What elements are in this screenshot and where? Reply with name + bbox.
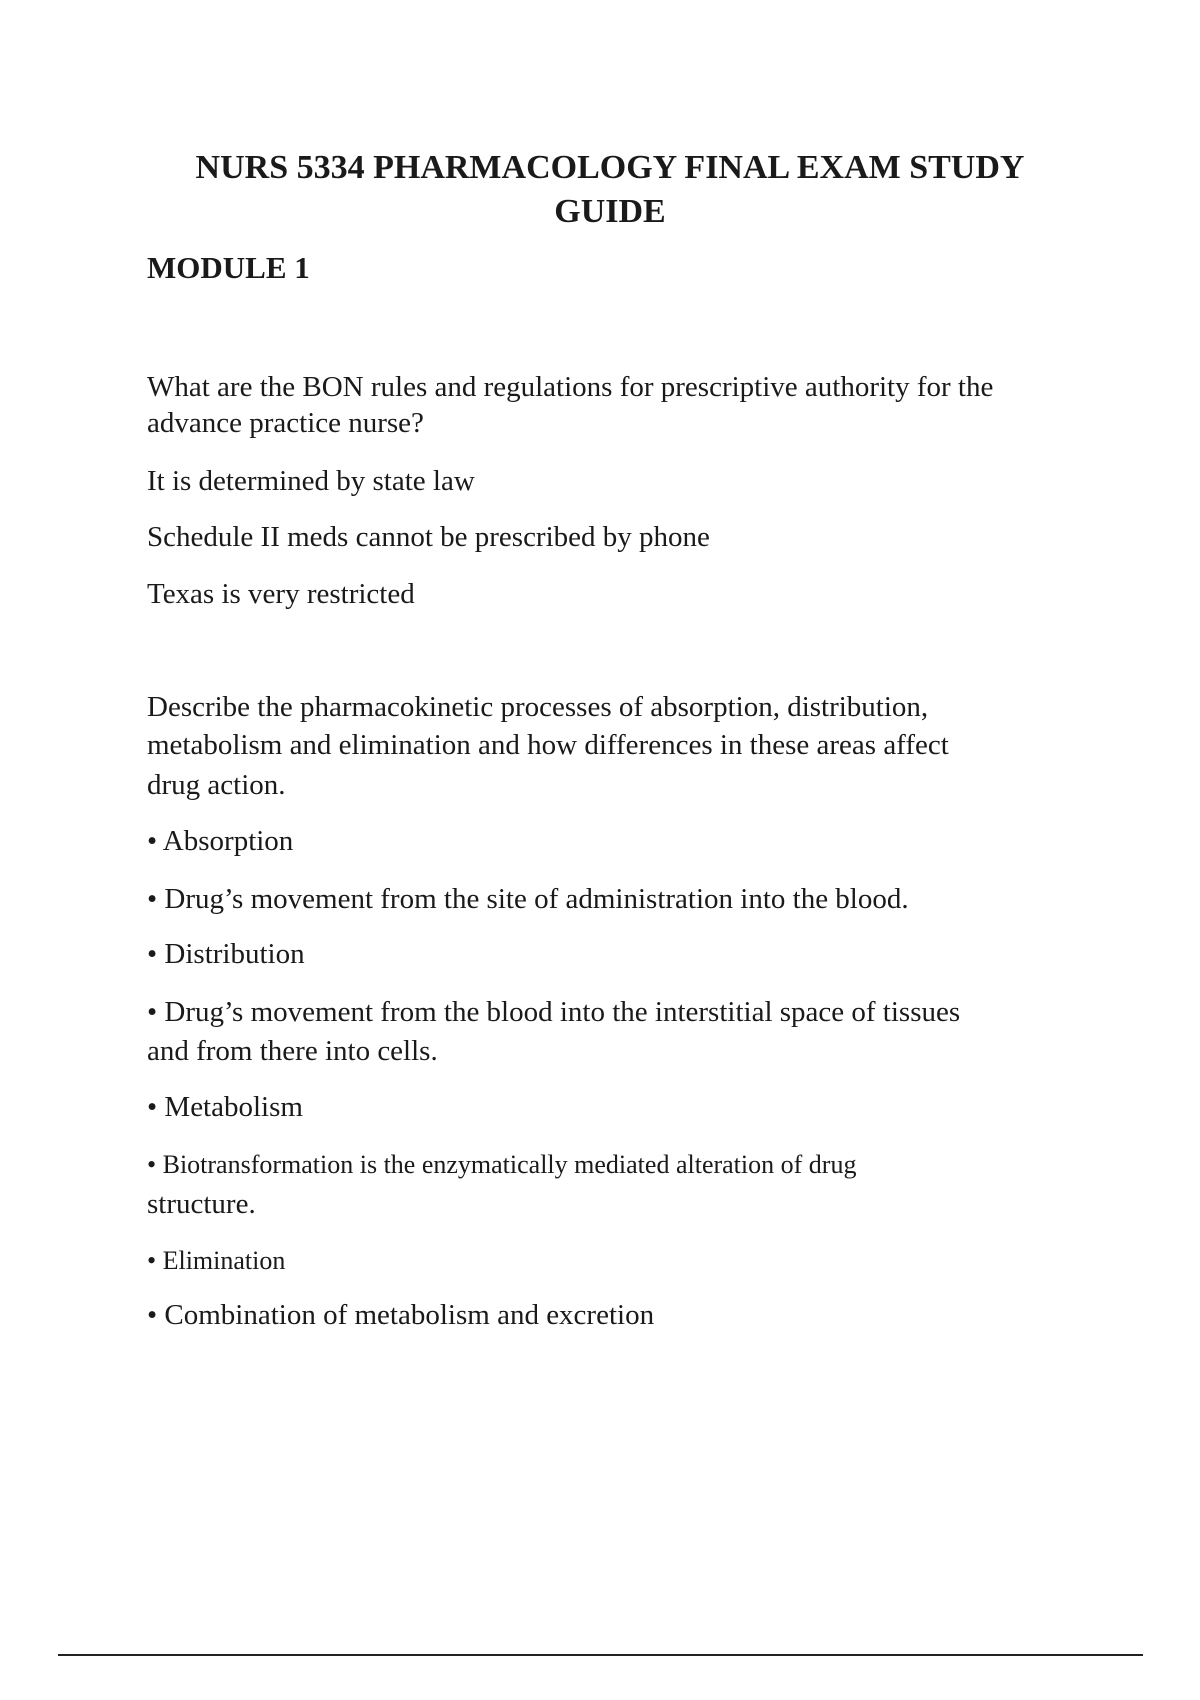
bullet-distribution-desc-1: • Drug’s movement from the blood into the interstitial space of tissues	[147, 996, 961, 1028]
bullet-metabolism: • Metabolism	[147, 1091, 303, 1123]
question-2-line-1: Describe the pharmacokinetic processes of absorption, distribution,	[147, 691, 929, 723]
bullet-distribution: • Distribution	[147, 938, 305, 970]
bullet-distribution-desc-2: and from there into cells.	[147, 1035, 438, 1067]
bullet-absorption-desc: • Drug’s movement from the site of administration into the blood.	[147, 883, 909, 915]
question-1-line-1: What are the BON rules and regulations for prescriptive authority for the	[147, 371, 994, 403]
title-line-1: NURS 5334 PHARMACOLOGY FINAL EXAM STUDY	[195, 149, 1025, 186]
question-1-line-2: advance practice nurse?	[147, 407, 424, 439]
answer-3: Texas is very restricted	[147, 578, 415, 610]
answer-2: Schedule II meds cannot be prescribed by phone	[147, 521, 710, 553]
module-heading: MODULE 1	[147, 250, 310, 285]
question-2-line-3: drug action.	[147, 769, 286, 801]
question-2-line-2: metabolism and elimination and how differences in these areas affect	[147, 729, 949, 761]
bullet-metabolism-desc-2: structure.	[147, 1188, 256, 1220]
bullet-elimination: • Elimination	[147, 1246, 286, 1275]
bullet-absorption: • Absorption	[147, 825, 294, 857]
bullet-elimination-desc: • Combination of metabolism and excretion	[147, 1299, 655, 1331]
bullet-metabolism-desc-1: • Biotransformation is the enzymatically mediated alteration of drug	[147, 1150, 857, 1179]
answer-1: It is determined by state law	[147, 465, 475, 497]
page-title	[150, 146, 1070, 234]
footer-divider	[58, 1654, 1143, 1656]
title-line-2: GUIDE	[554, 193, 666, 230]
